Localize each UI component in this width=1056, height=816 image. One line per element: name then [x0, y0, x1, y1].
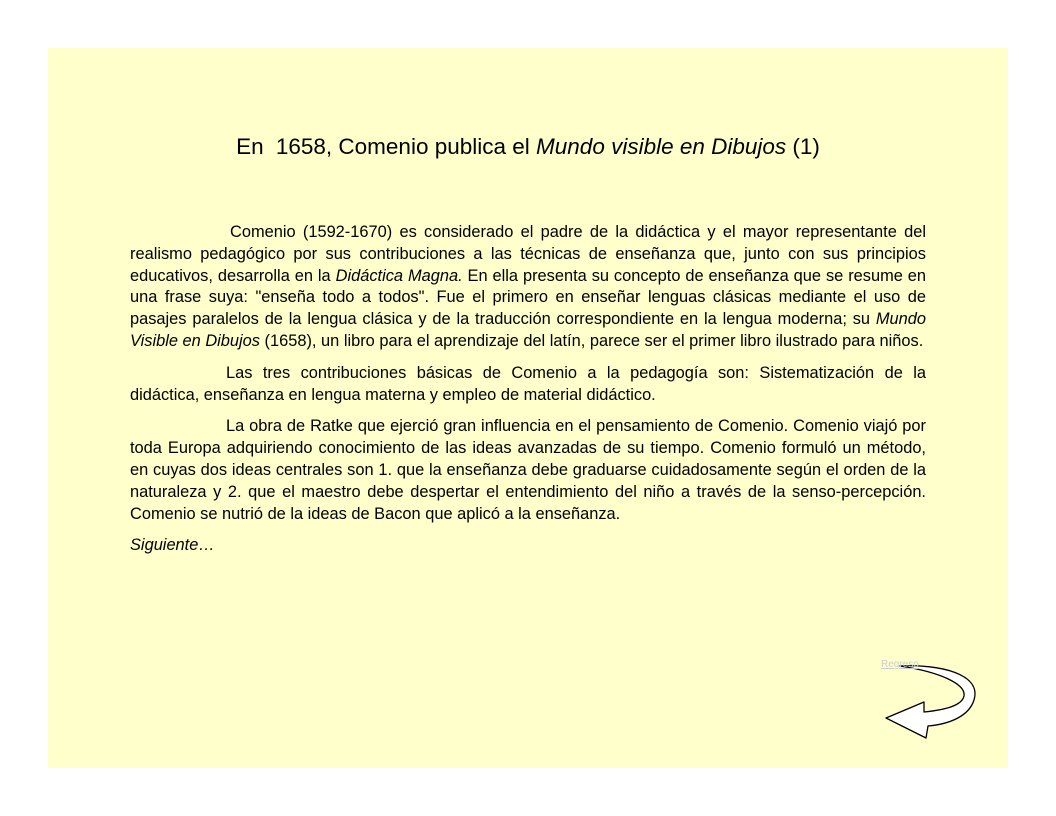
paragraph-1-italic-didactica: Didáctica Magna.: [335, 266, 463, 285]
paragraph-1-italic-mundo: Mundo Visible en Dibujos: [130, 310, 926, 350]
slide: [48, 48, 1008, 768]
title-suffix: (1): [786, 134, 820, 159]
slide-title: [48, 134, 1008, 160]
title-prefix: En: [236, 134, 264, 159]
next-link[interactable]: Siguiente…: [130, 536, 215, 555]
paragraph-3: La obra de Ratke que ejerció gran influencia en el pensamiento de Comenio. Comenio viajó por toda Europa adquiriendo conocimiento de las ideas avanzadas de su tiempo. Comenio formuló un método, en cuyas dos ideas centrales son 1. que la enseñanza debe graduarse cuidadosamente según el orden de la naturaleza y 2. que el maestro debe despertar el entendimiento del niño a través de la senso-percepción. Comenio se nutrió de la ideas de Bacon que aplicó a la enseñanza.: [130, 417, 926, 523]
paragraph-2: Las tres contribuciones básicas de Comenio a la pedagogía son: Sistematización de la didáctica, enseñanza en lengua materna y empleo de material didáctico.: [130, 363, 926, 404]
back-link[interactable]: Regreso: [881, 659, 919, 670]
curved-return-arrow-icon[interactable]: [870, 662, 982, 746]
slide-body: [130, 222, 926, 567]
paragraph-1-text-c: (1658), un libro para el aprendizaje del latín, parece ser el primer libro ilustrado para niños.: [260, 331, 924, 350]
paragraph-1-text-a: Comenio (1592-1670) es considerado el padre de la didáctica y el mayor representante del realismo pedagógico por sus contribuciones a las técnicas de enseñanza que, junto con sus principios educativos, desarrolla en la: [130, 223, 926, 285]
next-paragraph: [130, 535, 926, 557]
title-main: 1658, Comenio publica el: [275, 134, 537, 159]
title-italic: Mundo visible en Dibujos: [536, 134, 787, 159]
paragraph-1: [130, 222, 926, 353]
paragraph-1-text-b: En ella presenta su concepto de enseñanza que se resume en una frase suya: "enseña todo a todos". Fue el primero en enseñar lenguas clásicas mediante el uso de pasajes paralelos de la lengua clásica y de la traducción correspondiente en la lengua moderna; su: [130, 266, 927, 329]
